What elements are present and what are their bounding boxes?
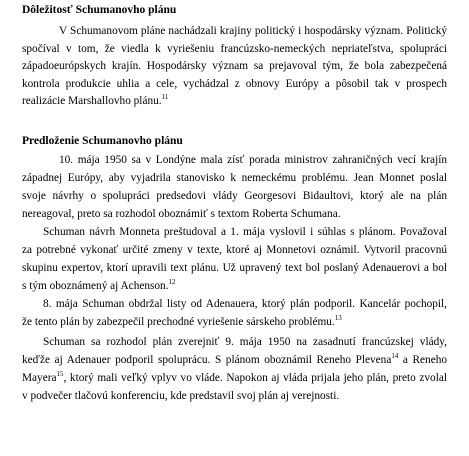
text-line: keďže aj Adenauer podporil spoluprácu. S plánom oboznámil Reneho Plevena$^{14}$ a Reneho <box>22 352 448 366</box>
text-line: Schuman sa rozhodol plán zverejniť 9. mája 1950 na zasadnutí francúzskej vlády, <box>43 336 447 348</box>
footnote-ref: 11 <box>161 93 169 102</box>
text-line: západnej Európy, aby vyjadrila stanovisko k nemeckému problému. Jean Monnet poslal <box>22 172 447 184</box>
text-line: Mayera$^{15}$, ktorý mali veľký vplyv vo vláde. Napokon aj vláda prijala jeho plán, preto zvolal <box>22 370 447 384</box>
text-line: za potrebné vykonať určité zmeny v texte, ktoré aj Monnetovi oznámil. Vytvoril pracovnú <box>22 244 447 256</box>
section-heading-importance: Dôležitosť Schumanovho plánu <box>22 4 177 16</box>
text-line: nereagoval, preto sa rozhodol oboznámiť s textom Roberta Schumana. <box>22 208 341 220</box>
text-line: v podvečer tlačovú konferenciu, kde predstavil svoj plán aj verejnosti. <box>22 390 340 402</box>
text-line: Schuman návrh Monneta preštudoval a 1. mája vyslovil i súhlas s plánom. Považoval <box>43 226 447 238</box>
text-line: západoeurópskych krajín. Hospodársky význam sa prejavoval tým, že bola zabezpečená <box>22 60 447 72</box>
footnote-ref: 12 <box>168 278 176 287</box>
footnote-ref: 14 <box>391 352 399 361</box>
text-line: realizácie Marshallovho plánu.$^{11}$ <box>22 93 169 107</box>
section-heading-presentation: Predloženie Schumanovho plánu <box>22 135 183 147</box>
text-line: s tým oboznámený aj Achenson.$^{12}$ <box>22 278 176 292</box>
text-line: 8. mája Schuman obdržal listy od Adenauera, ktorý plán podporil. Kancelár pochopil, <box>43 298 447 310</box>
footnote-ref: 13 <box>334 314 342 323</box>
text-line: V Schumanovom pláne nachádzali krajiny politický i hospodársky význam. Politický <box>59 25 447 37</box>
text-line: kontrola produkcie uhlia a cele, vychádzal z obnovy Európy a pôsobil tak v prospech <box>22 78 447 90</box>
text-line: spočíval v tom, že viedla k vyriešeniu francúzsko-nemeckých nepriateľstva, spolupráci <box>22 43 447 55</box>
text-line: že tento plán by zabezpečil prechodné vyriešenie sárskeho problému.$^{13}$ <box>22 314 342 328</box>
text-line: svoje návrhy o spolupráci predsedovi vlády Georgesovi Bidaultovi, ktorý ale na plán <box>22 190 447 202</box>
text-line: 10. mája 1950 sa v Londýne mala zísť porada ministrov zahraničných vecí krajín <box>59 154 447 166</box>
text-line: skupinu expertov, ktorí upravili text plánu. Už upravený text bol poslaný Adenauerovi a bol <box>22 262 447 274</box>
footnote-ref: 15 <box>56 370 64 379</box>
